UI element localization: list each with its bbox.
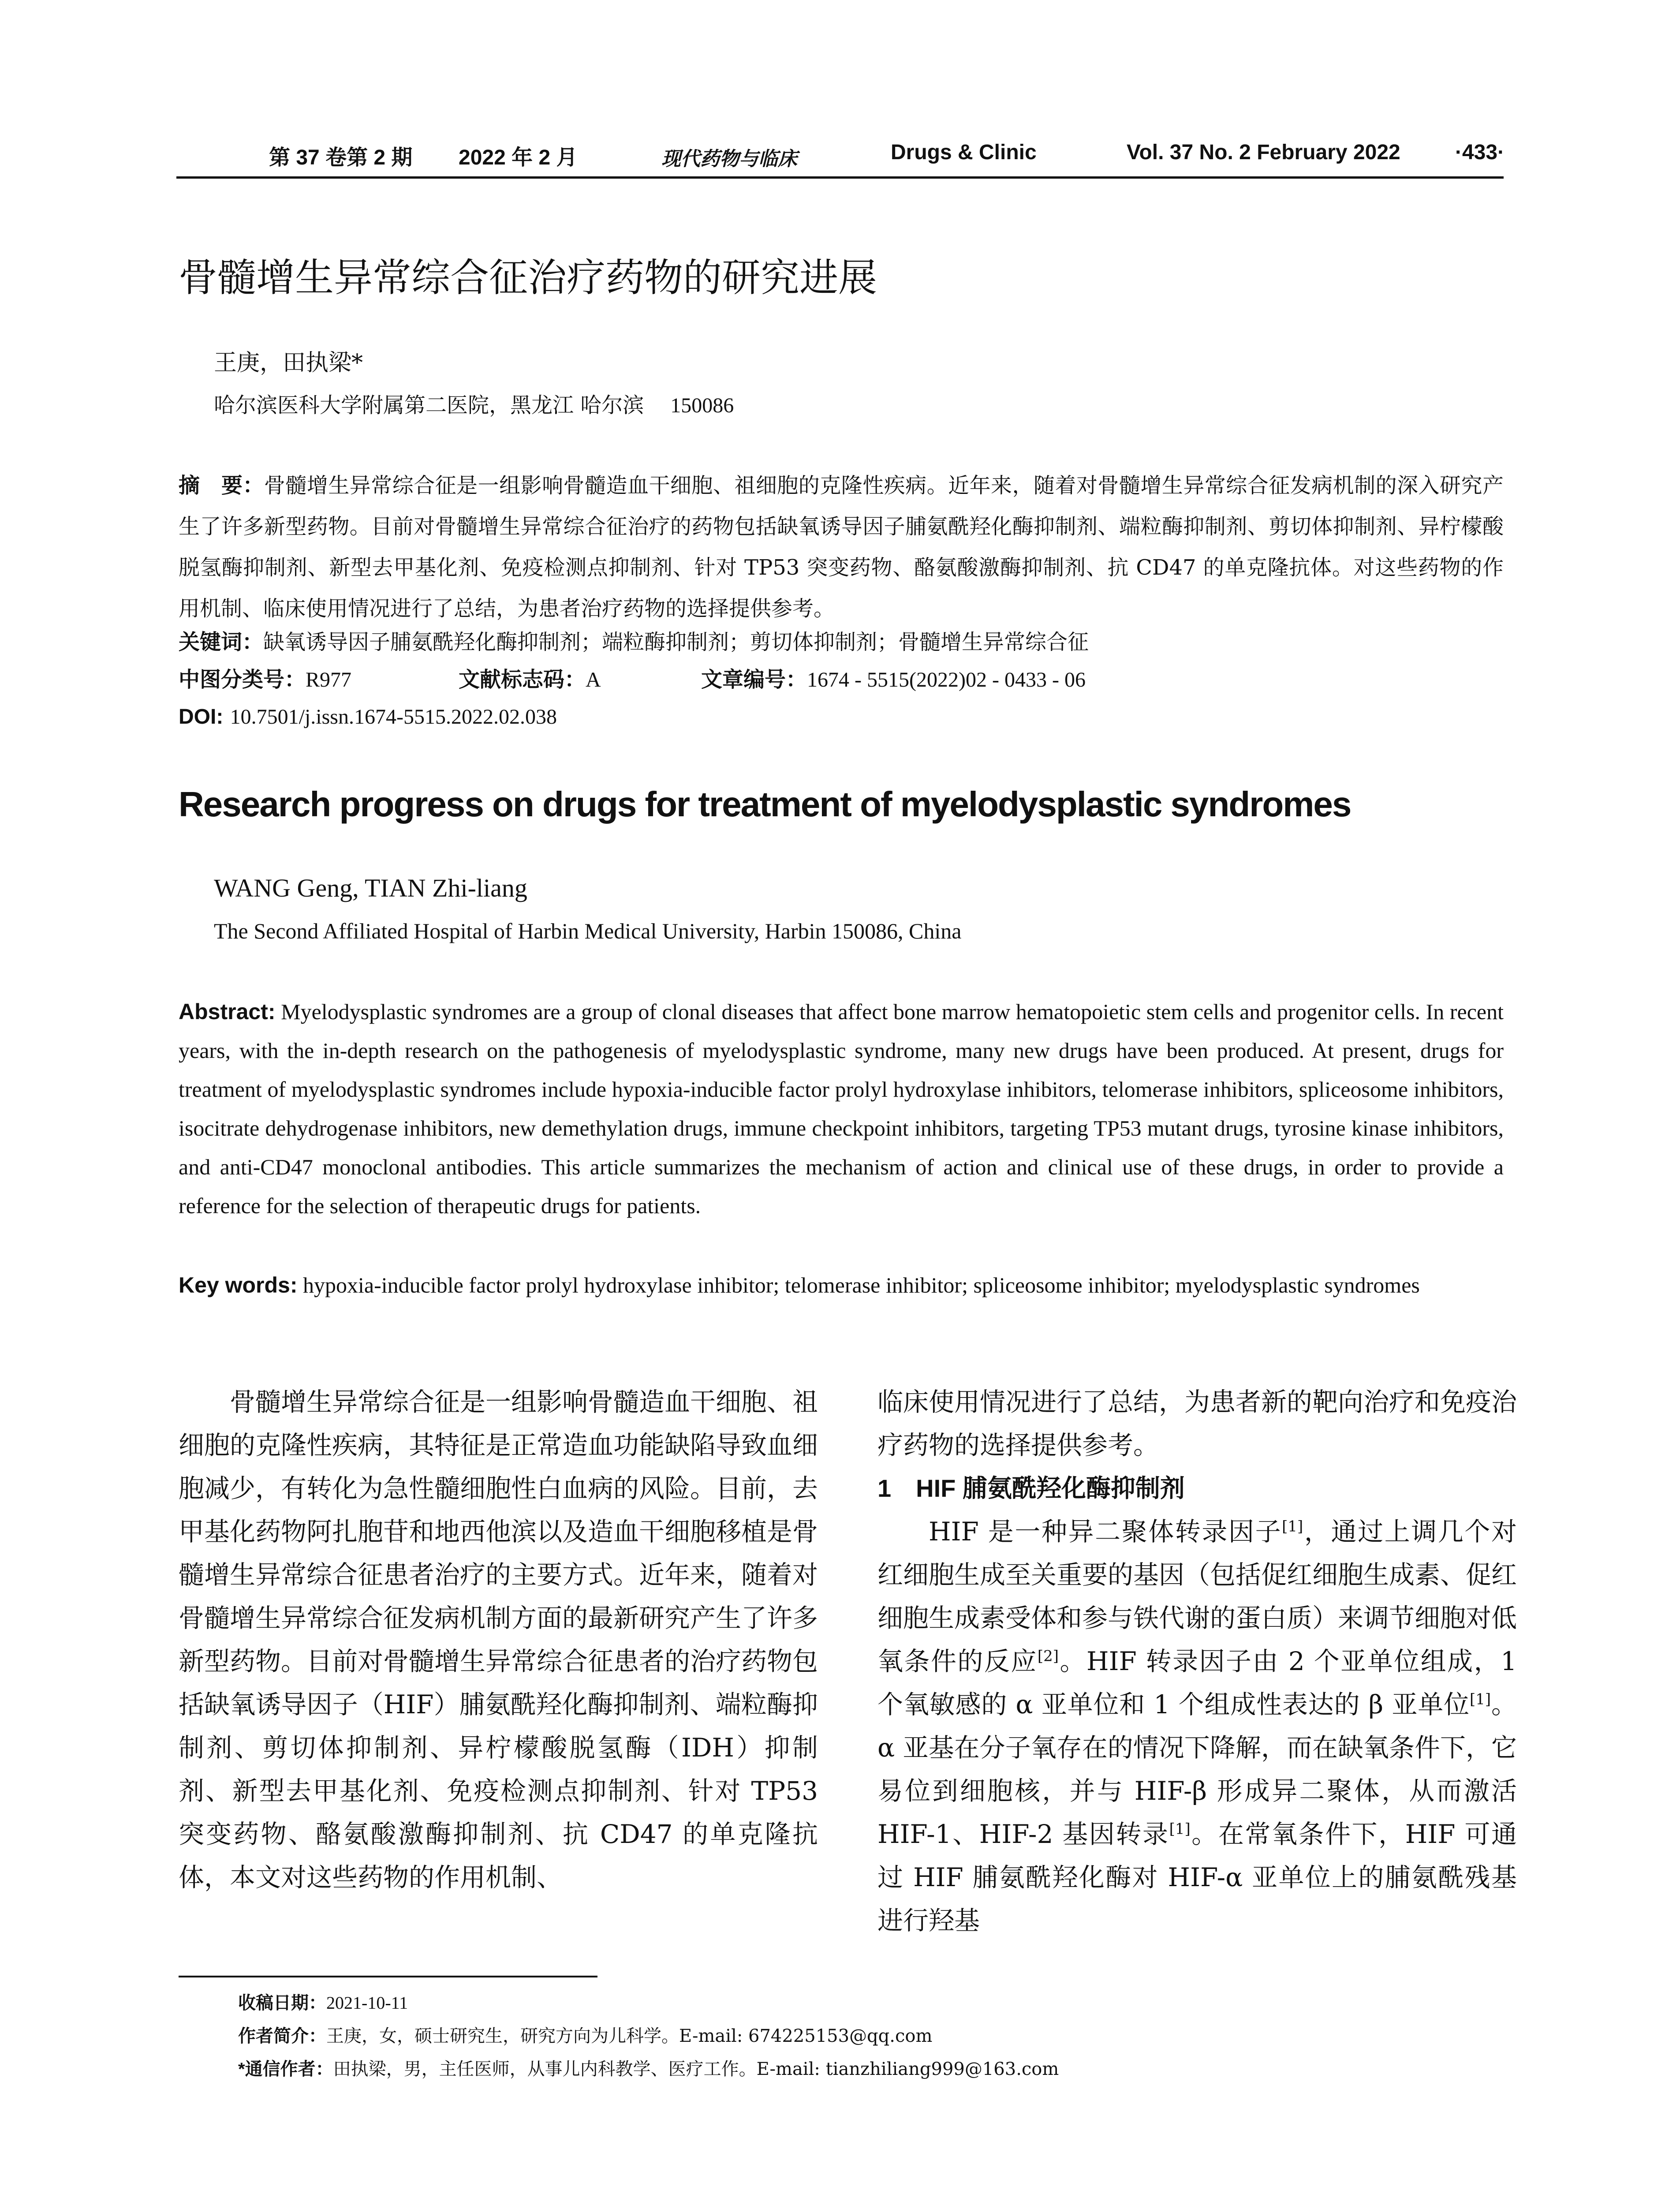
abstract-en-text: Myelodysplastic syndromes are a group of clonal diseases that affect bone marrow hematopoietic stem cells and progenitor cells. In recent years, with the in-depth research on the pathogenesis of myelodysplastic syndrome, many new drugs have been produced. At present, drugs for treatment of myelodysplastic syndromes include hypoxia-inducible factor prolyl hydroxylase inhibitors, telomerase inhibitors, spliceosome inhibitors, isocitrate dehydrogenase inhibitors, new demethylation drugs, immune checkpoint inhibitors, targeting TP53 mutant drugs, tyrosine kinase inhibitors, and anti-CD47 monoclonal antibodies. This article summarizes the mechanism of action and clinical use of these drugs, in order to provide a reference for the selection of therapeutic drugs for patients. — [179, 999, 1504, 1218]
header-journal-en: Drugs & Clinic — [891, 141, 1037, 164]
authors-zh: 王庚，田执梁* — [214, 350, 363, 376]
footnote-author — [238, 2022, 932, 2047]
header-volume-issue: 第 37 卷第 2 期 — [269, 146, 413, 169]
body-column-left — [179, 1380, 818, 1899]
postcode: 150086 — [670, 394, 734, 417]
header-journal-zh: 现代药物与临床 — [661, 148, 797, 170]
abstract-zh-text: 骨髓增生异常综合征是一组影响骨髓造血干细胞、祖细胞的克隆性疾病。近年来，随着对骨髓增生异常综合征发病机制的深入研究产生了许多新型药物。目前对骨髓增生异常综合征治疗的药物包括缺氧诱导因子脯氨酰羟化酶抑制剂、端粒酶抑制剂、剪切体抑制剂、异柠檬酸脱氢酶抑制剂、新型去甲基化剂、免疫检测点抑制剂、针对 TP53 突变药物、酪氨酸激酶抑制剂、抗 CD47 的单克隆抗体。对这些药物的作用机制、临床使用情况进行了总结，为患者治疗药物的选择提供参考。 — [179, 473, 1504, 621]
received-value: 2021-10-11 — [326, 1993, 408, 2013]
citation: [1] — [1469, 1690, 1491, 1708]
authors-en: WANG Geng, TIAN Zhi-liang — [214, 874, 527, 902]
p1-text-b: ，通过上调几个对红细胞生成至关重要的基因（包括促红细胞生成素、促红细胞生成素受体和参与铁代谢的蛋白质）来调节细胞对低氧条件的反应 — [877, 1517, 1517, 1676]
keywords-zh — [179, 622, 1504, 663]
p1-text-e: 。在常氧条件下，HIF 可通过 HIF 脯氨酰羟化酶对 HIF-α 亚单位上的脯氨酰残基进行羟基 — [877, 1819, 1517, 1936]
keywords-zh-text: 缺氧诱导因子脯氨酰羟化酶抑制剂；端粒酶抑制剂；剪切体抑制剂；骨髓增生异常综合征 — [263, 630, 1089, 654]
clc-value: R977 — [306, 668, 352, 691]
article-number — [701, 662, 1086, 693]
citation: [1] — [1169, 1820, 1191, 1838]
corresponding-value: 田执梁，男，主任医师，从事儿内科教学、医疗工作。E-mail: tianzhiliang999@163.com — [333, 2059, 1059, 2079]
section-1-heading: 1 HIF 脯氨酰羟化酶抑制剂 — [877, 1474, 1185, 1502]
abstract-zh-label: 摘 要： — [179, 474, 264, 497]
section-1-paragraph — [877, 1510, 1517, 1942]
doc-label: 文献标志码： — [459, 668, 586, 691]
header-rule — [176, 176, 1504, 179]
footnote-received — [238, 1989, 408, 2014]
doc-value: A — [586, 668, 601, 691]
author-bio-value: 王庚，女，硕士研究生，研究方向为儿科学。E-mail: 674225153@qq.com — [326, 2026, 933, 2046]
intro-paragraph-continued: 临床使用情况进行了总结，为患者新的靶向治疗和免疫治疗药物的选择提供参考。 — [877, 1387, 1517, 1460]
keywords-en — [179, 1266, 1504, 1304]
header-page-number: ·433· — [1455, 141, 1505, 164]
title-en: Research progress on drugs for treatment of myelodysplastic syndromes — [179, 785, 1351, 824]
article-value: 1674 - 5515(2022)02 - 0433 - 06 — [807, 668, 1086, 691]
doi-label: DOI: — [179, 705, 224, 729]
running-header — [176, 140, 1504, 176]
footnote-rule — [179, 1976, 597, 1977]
affiliation-zh — [214, 388, 734, 419]
received-label: 收稿日期： — [238, 1993, 326, 2013]
clc-code — [179, 662, 351, 693]
document-code — [459, 662, 601, 693]
abstract-en-label: Abstract: — [179, 999, 276, 1024]
keywords-en-text: hypoxia-inducible factor prolyl hydroxylase inhibitor; telomerase inhibitor; spliceosome inhibitor; myelodysplastic syndromes — [303, 1273, 1420, 1297]
p1-text-c: 。HIF 转录因子由 2 个亚单位组成，1 个氧敏感的 α 亚单位和 1 个组成性表达的 β 亚单位 — [877, 1646, 1517, 1719]
abstract-en — [179, 992, 1504, 1225]
body-column-right — [877, 1380, 1517, 1942]
affiliation-zh-text: 哈尔滨医科大学附属第二医院，黑龙江 哈尔滨 — [214, 393, 644, 418]
keywords-en-label: Key words: — [179, 1273, 298, 1297]
p1-text-d: 。α 亚基在分子氧存在的情况下降解，而在缺氧条件下，它易位到细胞核，并与 HIF-β 形成异二聚体，从而激活 HIF-1、HIF-2 基因转录 — [877, 1689, 1517, 1849]
p1-text-a: HIF 是一种异二聚体转录因子 — [929, 1517, 1282, 1547]
header-volume-en: Vol. 37 No. 2 February 2022 — [1127, 141, 1400, 164]
citation: [2] — [1037, 1647, 1059, 1665]
header-date: 2022 年 2 月 — [459, 146, 578, 169]
doi-value: 10.7501/j.issn.1674-5515.2022.02.038 — [230, 705, 557, 729]
abstract-zh — [179, 465, 1504, 629]
affiliation-en: The Second Affiliated Hospital of Harbin Medical University, Harbin 150086, China — [214, 919, 962, 943]
clc-label: 中图分类号： — [179, 668, 306, 691]
article-label: 文章编号： — [701, 668, 807, 691]
corresponding-label: *通信作者： — [238, 2059, 333, 2079]
author-bio-label: 作者简介： — [238, 2026, 326, 2046]
keywords-zh-label: 关键词： — [179, 631, 264, 654]
intro-paragraph: 骨髓增生异常综合征是一组影响骨髓造血干细胞、祖细胞的克隆性疾病，其特征是正常造血功能缺陷导致血细胞减少，有转化为急性髓细胞性白血病的风险。目前，去甲基化药物阿扎胞苷和地西他滨以及造血干细胞移植是骨髓增生异常综合征患者治疗的主要方式。近年来，随着对骨髓增生异常综合征发病机制方面的最新研究产生了许多新型药物。目前对骨髓增生异常综合征患者的治疗药物包括缺氧诱导因子（HIF）脯氨酰羟化酶抑制剂、端粒酶抑制剂、剪切体抑制剂、异柠檬酸脱氢酶（IDH）抑制剂、新型去甲基化剂、免疫检测点抑制剂、针对 TP53 突变药物、酪氨酸激酶抑制剂、抗 CD47 的单克隆抗体，本文对这些药物的作用机制、 — [179, 1387, 818, 1892]
citation: [1] — [1282, 1517, 1303, 1536]
footnote-corresponding — [238, 2055, 1059, 2080]
doi-line — [179, 704, 557, 729]
title-zh: 骨髓增生异常综合征治疗药物的研究进展 — [179, 255, 877, 300]
